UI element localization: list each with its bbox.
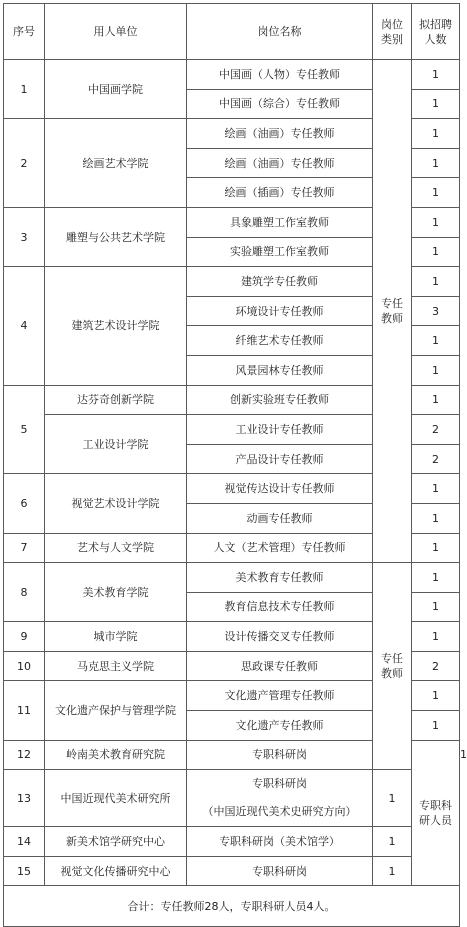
header-category: 岗位类别 <box>373 4 412 60</box>
position-cell: 文化遗产管理专任教师 <box>187 681 373 711</box>
position-cell: 文化遗产专任教师 <box>187 711 373 741</box>
seq-cell: 10 <box>4 651 45 681</box>
unit-cell: 绘画艺术学院 <box>45 119 187 208</box>
total-summary: 合计：专任教师28人，专职科研人员4人。 <box>4 886 460 927</box>
count-cell: 1 <box>412 119 460 149</box>
count-cell: 1 <box>412 503 460 533</box>
position-cell: 美术教育专任教师 <box>187 563 373 593</box>
count-cell: 1 <box>412 563 460 593</box>
table-row <box>4 827 460 857</box>
position-cell: 动画专任教师 <box>187 503 373 533</box>
unit-cell: 工业设计学院 <box>45 415 187 474</box>
unit-cell: 艺术与人文学院 <box>45 533 187 563</box>
count-cell: 1 <box>412 89 460 119</box>
position-cell: 中国画（人物）专任教师 <box>187 60 373 90</box>
count-cell: 1 <box>373 827 412 857</box>
table-row <box>4 60 460 90</box>
table-footer-row <box>4 886 460 927</box>
count-cell: 1 <box>373 770 412 827</box>
unit-cell: 雕塑与公共艺术学院 <box>45 207 187 266</box>
seq-cell: 9 <box>4 622 45 652</box>
header-count: 拟招聘人数 <box>412 4 460 60</box>
unit-cell: 建筑艺术设计学院 <box>45 267 187 385</box>
count-cell: 1 <box>412 178 460 208</box>
seq-cell: 14 <box>4 827 45 857</box>
count-cell: 1 <box>412 60 460 90</box>
unit-cell: 城市学院 <box>45 622 187 652</box>
position-cell: 创新实验班专任教师 <box>187 385 373 415</box>
position-cell: 绘画（油画）专任教师 <box>187 148 373 178</box>
position-cell: 风景园林专任教师 <box>187 355 373 385</box>
seq-cell: 6 <box>4 474 45 533</box>
count-cell: 3 <box>412 296 460 326</box>
unit-cell: 达芬奇创新学院 <box>45 385 187 415</box>
position-cell: 实验雕塑工作室教师 <box>187 237 373 267</box>
unit-cell: 视觉文化传播研究中心 <box>45 856 187 886</box>
count-cell: 1 <box>412 533 460 563</box>
seq-cell: 13 <box>4 770 45 827</box>
position-cell: 视觉传达设计专任教师 <box>187 474 373 504</box>
seq-cell: 4 <box>4 267 45 385</box>
position-cell: 专职科研岗 <box>187 856 373 886</box>
unit-cell: 岭南美术教育研究院 <box>45 740 187 770</box>
count-cell: 1 <box>373 856 412 886</box>
table-row <box>4 770 460 827</box>
count-cell: 2 <box>412 415 460 445</box>
count-cell: 1 <box>412 267 460 297</box>
position-cell: 专职科研岗（美术馆学） <box>187 827 373 857</box>
count-cell: 1 <box>412 326 460 356</box>
header-seq: 序号 <box>4 4 45 60</box>
position-cell: 环境设计专任教师 <box>187 296 373 326</box>
count-cell: 1 <box>412 622 460 652</box>
count-cell: 1 <box>412 474 460 504</box>
position-cell: 人文（艺术管理）专任教师 <box>187 533 373 563</box>
count-cell: 2 <box>412 444 460 474</box>
position-cell: 绘画（油画）专任教师 <box>187 119 373 149</box>
table-row <box>4 563 460 593</box>
unit-cell: 美术教育学院 <box>45 563 187 622</box>
position-cell: 绘画（插画）专任教师 <box>187 178 373 208</box>
position-name: 专职科研岗 <box>252 777 307 791</box>
seq-cell: 12 <box>4 740 45 770</box>
position-cell: 专职科研岗 <box>187 740 373 770</box>
count-cell: 1 <box>412 207 460 237</box>
unit-cell: 文化遗产保护与管理学院 <box>45 681 187 740</box>
recruitment-table <box>3 3 467 927</box>
table-row <box>4 856 460 886</box>
table-header-row <box>4 4 460 60</box>
count-cell: 1 <box>412 148 460 178</box>
count-cell: 2 <box>412 651 460 681</box>
category-cell-research <box>412 740 460 886</box>
count-cell: 1 <box>412 237 460 267</box>
position-cell <box>187 770 373 827</box>
table-row: 12 岭南美术教育研究院 专职科研岗 专职科研人员 1 <box>4 740 460 770</box>
seq-cell: 15 <box>4 856 45 886</box>
position-cell: 工业设计专任教师 <box>187 415 373 445</box>
position-cell: 纤维艺术专任教师 <box>187 326 373 356</box>
category-cell-teacher-a <box>373 60 412 563</box>
position-cell: 教育信息技术专任教师 <box>187 592 373 622</box>
unit-cell: 中国画学院 <box>45 60 187 119</box>
unit-cell: 马克思主义学院 <box>45 651 187 681</box>
unit-cell: 视觉艺术设计学院 <box>45 474 187 533</box>
count-cell: 1 <box>412 592 460 622</box>
seq-cell: 7 <box>4 533 45 563</box>
header-position: 岗位名称 <box>187 4 373 60</box>
category-label: 专职科研人员 <box>419 799 452 828</box>
count-cell: 1 <box>412 711 460 741</box>
unit-cell: 中国近现代美术研究所 <box>45 770 187 827</box>
seq-cell: 3 <box>4 207 45 266</box>
count-cell: 1 <box>412 681 460 711</box>
seq-cell: 2 <box>4 119 45 208</box>
position-cell: 建筑学专任教师 <box>187 267 373 297</box>
position-cell: 思政课专任教师 <box>187 651 373 681</box>
position-cell: 设计传播交叉专任教师 <box>187 622 373 652</box>
position-cell: 产品设计专任教师 <box>187 444 373 474</box>
category-label: 专任教师 <box>381 297 403 326</box>
position-cell: 具象雕塑工作室教师 <box>187 207 373 237</box>
category-label: 专任教师 <box>381 652 403 681</box>
unit-cell: 新美术馆学研究中心 <box>45 827 187 857</box>
seq-cell: 11 <box>4 681 45 740</box>
position-cell: 中国画（综合）专任教师 <box>187 89 373 119</box>
seq-cell: 8 <box>4 563 45 622</box>
seq-cell: 1 <box>4 60 45 119</box>
count-cell: 1 <box>412 355 460 385</box>
seq-cell: 5 <box>4 385 45 474</box>
count-cell: 1 <box>412 385 460 415</box>
position-note: （中国近现代美术史研究方向） <box>202 805 357 819</box>
header-unit: 用人单位 <box>45 4 187 60</box>
category-cell-teacher-b <box>373 563 412 770</box>
